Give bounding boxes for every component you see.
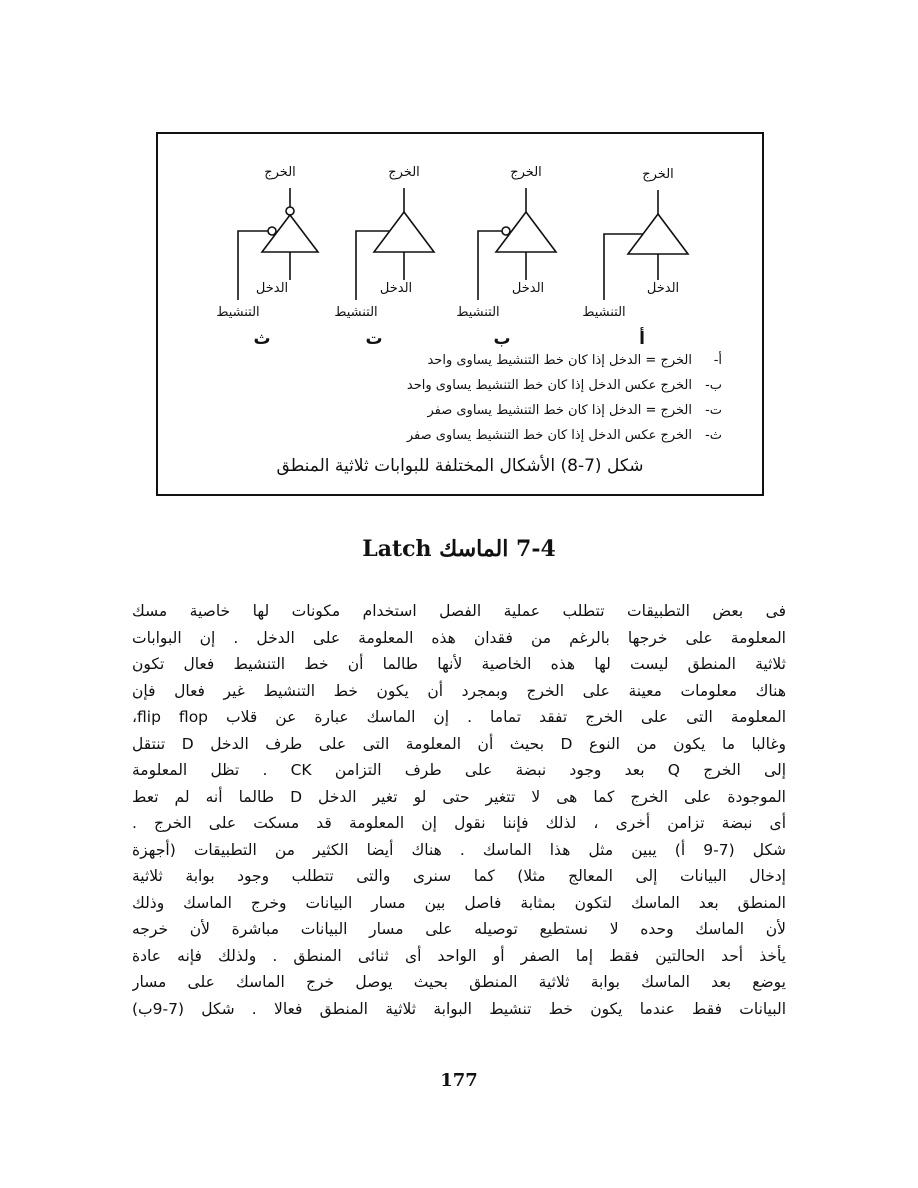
gate-alef-input-label: الدخل	[646, 281, 680, 296]
legend-text: الخرج عكس الدخل إذا كان خط التنشيط يساوى صفر	[406, 428, 692, 443]
legend-key: أ-	[713, 353, 722, 368]
figure-legend	[302, 348, 722, 448]
gate-tha-inverter-bubble	[268, 227, 276, 235]
gate-ba	[456, 165, 556, 349]
figure-caption: شكل (7-8) الأشكال المختلفة للبوابات ثلاثية المنطق	[276, 456, 644, 476]
gate-alef	[582, 167, 688, 349]
gate-ta	[334, 165, 434, 349]
body-line: يأخذ أحد الحالتين فقط إما الصفر أو الواحد أى ثنائى المنطق . ولذلك فإنه عادة	[132, 946, 786, 965]
gate-tha-output-label: الخرج	[264, 165, 296, 180]
legend-row	[302, 398, 722, 423]
gate-tha-letter: ث	[253, 329, 271, 349]
gate-alef-output-label: الخرج	[642, 167, 674, 182]
gate-ta-triangle	[374, 212, 434, 252]
legend-text: الخرج = الدخل إذا كان خط التنشيط يساوى صفر	[427, 403, 692, 418]
gate-ba-output-label: الخرج	[510, 165, 542, 180]
body-line: إدخال البيانات إلى المعالج مثلا) كما سنرى والتى تتطلب وجود بوابة ثلاثية	[132, 867, 786, 885]
body-paragraph	[132, 598, 786, 1022]
legend-key: ت-	[705, 403, 722, 418]
gate-tha-enable-label: التنشيط	[216, 305, 260, 320]
gate-ba-input-label: الدخل	[511, 281, 545, 296]
gate-ba-enable-wire	[478, 231, 502, 300]
gate-alef-enable-label: التنشيط	[582, 305, 626, 320]
legend-row	[302, 373, 722, 398]
gate-alef-letter: أ	[639, 329, 645, 349]
legend-key: ث-	[705, 428, 722, 443]
gate-ta-letter: ت	[365, 329, 383, 349]
gate-ba-letter: ب	[493, 329, 511, 349]
body-line: المعلومة التى على الخرج تفقد تماما . إن الماسك عبارة عن قلاب flip flop،	[132, 708, 786, 726]
legend-row	[302, 423, 722, 448]
legend-text: الخرج = الدخل إذا كان خط التنشيط يساوى واحد	[427, 353, 692, 368]
body-line: ثلاثية المنطق ليست لها هذه الخاصية لأنها طالما أن خط التنشيط فعال تكون	[132, 655, 786, 673]
body-line: شكل (7-9 أ) يبين مثل هذا الماسك . هناك أيضا الكثير من التطبيقات (أجهزة	[132, 840, 786, 859]
body-line: أى نبضة تزامن أخرى ، لذلك فإننا نقول إن المعلومة قد مسكت على الخرج .	[132, 814, 786, 832]
gate-ta-enable-label: التنشيط	[334, 305, 378, 320]
section-heading: 7-4 الماسك Latch	[362, 536, 556, 562]
gate-ba-enable-label: التنشيط	[456, 305, 500, 320]
legend-row	[302, 348, 722, 373]
body-line: يوضع بعد الماسك بوابة ثلاثية المنطق بحيث يوصل خرج الماسك على مسار	[132, 973, 786, 991]
legend-key: ب-	[705, 378, 722, 393]
gate-ba-inverter-bubble	[502, 227, 510, 235]
body-line: المعلومة على خرجها بالرغم من فقدان هذه المعلومة على الدخل . إن البوابات	[132, 628, 786, 647]
body-line: لأن الماسك وحده لا نستطيع توصيله على مسار البيانات مباشرة لأن خرجه	[132, 920, 786, 938]
gate-ta-output-label: الخرج	[388, 165, 420, 180]
body-line: وغالبا ما يكون من النوع D بحيث أن المعلومة التى على طرف الدخل D تنتقل	[132, 734, 786, 753]
body-line: هناك معلومات معينة على الخرج وبمجرد أن يكون خط التنشيط غير فعال فإن	[132, 681, 786, 700]
gate-ta-input-label: الدخل	[379, 281, 413, 296]
page-number: 177	[440, 1070, 478, 1091]
body-line: إلى الخرج Q بعد وجود نبضة على طرف التزامن CK . تظل المعلومة	[132, 761, 786, 779]
gate-alef-enable-wire	[604, 234, 643, 300]
body-line: المنطق بعد الماسك لتكون بمثابة فاصل بين مسار البيانات وخرج الماسك وذلك	[132, 893, 786, 912]
body-line: فى بعض التطبيقات تتطلب عملية الفصل استخدام مكونات لها خاصية مسك	[132, 602, 786, 620]
body-line: البيانات فقط عندما يكون خط تنشيط البوابة ثلاثية المنطق فعالا . شكل (7-9ب)	[132, 999, 786, 1018]
body-line: الموجودة على الخرج كما هى لا تتغير حتى لو تغير الدخل D طالما أنه لم تعط	[132, 787, 786, 806]
gate-tha-input-label: الدخل	[255, 281, 289, 296]
figure-box	[156, 132, 764, 496]
legend-text: الخرج عكس الدخل إذا كان خط التنشيط يساوى واحد	[406, 378, 692, 393]
gate-tha	[216, 165, 318, 349]
